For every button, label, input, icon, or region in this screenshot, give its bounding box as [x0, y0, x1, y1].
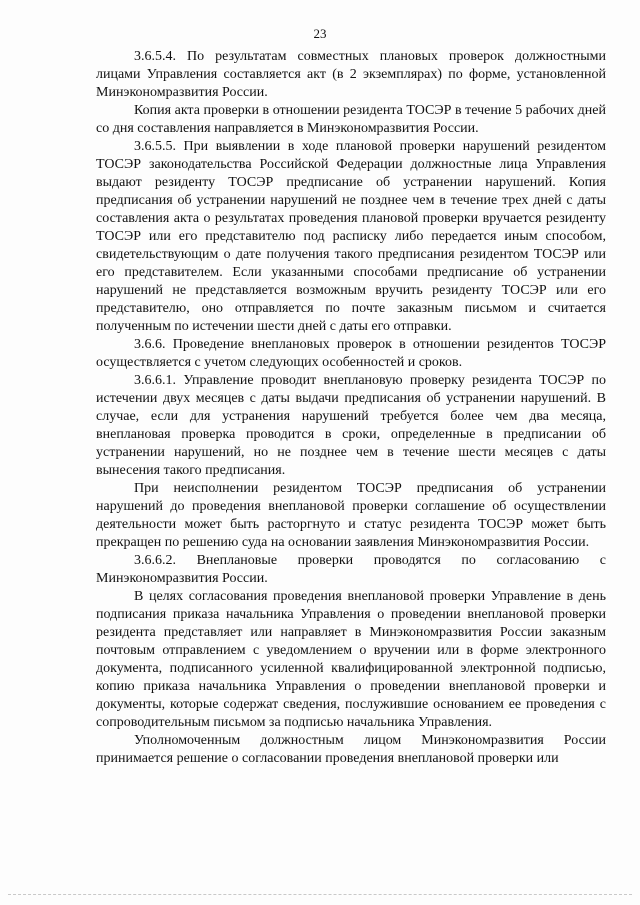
paragraph-authorized-official: Уполномоченным должностным лицом Минэкономразвития России принимается решение о согласовании проведения внеплановой проверки или	[96, 733, 606, 766]
paragraph-3-6-6: 3.6.6. Проведение внеплановых проверок в отношении резидентов ТОСЭР осуществляется с учетом следующих особенностей и сроков.	[96, 337, 606, 370]
document-body	[96, 48, 606, 768]
paragraph-3-6-6-2: 3.6.6.2. Внеплановые проверки проводятся по согласованию с Минэкономразвития России.	[96, 553, 606, 586]
page-number: 23	[313, 26, 327, 41]
paragraph-approval-procedure: В целях согласования проведения внеплановой проверки Управление в день подписания приказа начальника Управления о проведении внеплановой проверки резидента представляет или направляет в Минэкономразвития России заказным почтовым отправлением с уведомлением о вручении или в форме электронного документа, подписанного усиленной квалифицированной электронной подписью, копию приказа начальника Управления о проведении внеплановой проверки и документы, которые содержат сведения, послужившие основанием ее проведения с сопроводительным письмом за подписью начальника Управления.	[96, 589, 606, 730]
paragraph-3-6-5-4: 3.6.5.4. По результатам совместных плановых проверок должностными лицами Управления составляется акт (в 2 экземплярах) по форме, установленной Минэкономразвития России.	[96, 49, 606, 100]
paragraph-non-compliance: При неисполнении резидентом ТОСЭР предписания об устранении нарушений до проведения внеплановой проверки соглашение об осуществлении деятельности может быть расторгнуто и статус резидента ТОСЭР может быть прекращен по решению суда на основании заявления Минэкономразвития России.	[96, 481, 606, 550]
scan-edge-line	[8, 894, 632, 895]
paragraph-3-6-6-1: 3.6.6.1. Управление проводит внеплановую проверку резидента ТОСЭР по истечении двух месяцев с даты выдачи предписания об устранении нарушений. В случае, если для устранения нарушений требуется более чем два месяца, внеплановая проверка проводится в сроки, определенные в предписании об устранении нарушений, но не позднее чем в течение шести месяцев с даты вынесения такого предписания.	[96, 373, 606, 478]
paragraph-act-copy: Копия акта проверки в отношении резидента ТОСЭР в течение 5 рабочих дней со дня составления направляется в Минэкономразвития России.	[96, 103, 606, 136]
paragraph-3-6-5-5: 3.6.5.5. При выявлении в ходе плановой проверки нарушений резидентом ТОСЭР законодательства Российской Федерации должностные лица Управления выдают резиденту ТОСЭР предписание об устранении нарушений. Копия предписания об устранении нарушений не позднее чем в течение трех дней с даты составления акта о результатах проведения плановой проверки вручается резиденту ТОСЭР или его представителю под расписку либо передается иным способом, свидетельствующим о дате получения такого предписания резидентом ТОСЭР или его представителем. Если указанными способами предписание об устранении нарушений не представляется возможным вручить резиденту ТОСЭР или его представителю, оно отправляется по почте заказным письмом и считается полученным по истечении шести дней с даты его отправки.	[96, 139, 606, 334]
